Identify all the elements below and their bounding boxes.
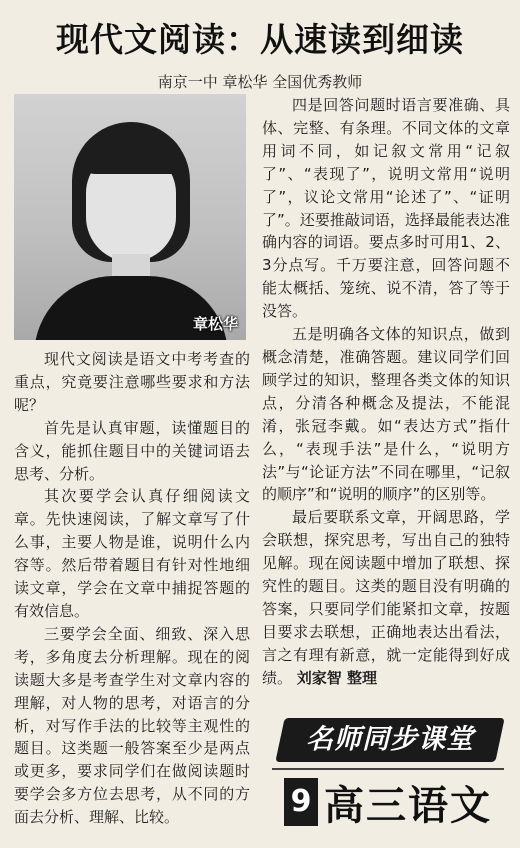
paragraph: 四是回答问题时语言要准确、具体、完整、有条理。不同文体的文章用词不同，如记叙文常用“记叙了”、“表现了”，说明文常用“说明了”，议论文常用“论述了”、“证明了”。还要推敲词语，选择最能表达准确内容的词语。要点多时可用1、2、3分点写。千万要注意，回答问题不能太概括、笼统、说不清，答了等于没答。 <box>262 96 510 321</box>
right-text-column <box>262 94 510 690</box>
paragraph <box>262 506 510 689</box>
editor-credit: 刘家智 整理 <box>296 668 378 687</box>
left-text-column <box>14 348 250 829</box>
paragraph: 其次要学会认真仔细阅读文章。先快速阅读，了解文章写了什么事，主要人物是谁，说明什么内容等。然后带着题目有针对性地细读文章，学会在文章中捕捉答题的有效信息。 <box>14 487 250 620</box>
paragraph: 现代文阅读是语文中考考查的重点，究竟要注意哪些要求和方法呢？ <box>14 350 250 414</box>
grade-number: 9 <box>284 778 318 826</box>
column-name: 名师同步课堂 <box>306 724 474 755</box>
paragraph: 三要学会全面、细致、深入思考，多角度去分析理解。现在的阅读题大多是考查学生对文章内容的理解，对人物的思考，对语言的分析，对写作手法的比较等主观性的题目。这类题一般答案至少是两点或更多，要求同学们在做阅读题时要学会多方位去思考，从不同的方面去分析、理解、比较。 <box>14 624 250 827</box>
divider <box>272 768 504 770</box>
paragraph-text: 最后要联系文章，开阔思路，学会联想，探究思考，写出自己的独特见解。现在阅读题中增加了联想、探究性的题目。这类的题目没有明确的答案，只要同学们能紧扣文章，按题目要求去联想，正确地表达出看法，言之有理有新意，就一定能得到好成绩。 <box>262 508 510 687</box>
author-byline: 南京一中 章松华 全国优秀教师 <box>157 73 363 91</box>
subject-label: 高三语文 <box>324 783 492 829</box>
column-name-banner <box>275 718 504 762</box>
article-title: 现代文阅读：从速读到细读 <box>56 20 464 59</box>
paragraph: 首先是认真审题，读懂题目的含义，能抓住题目中的关键词语去思考、分析。 <box>14 418 250 483</box>
column-badge <box>268 716 508 838</box>
author-photo <box>14 94 246 340</box>
paragraph: 五是明确各文体的知识点，做到概念清楚，准确答题。建议同学们回顾学过的知识，整理各类文体的知识点，分清各种概念及提法，不能混淆，张冠李戴。如“表达方式”指什么，“表现手法”是什么，“说明方法”与“论证方法”不同在哪里，“记叙的顺序”和“说明的顺序”的区别等。 <box>262 325 510 504</box>
photo-caption: 章松华 <box>192 315 238 333</box>
